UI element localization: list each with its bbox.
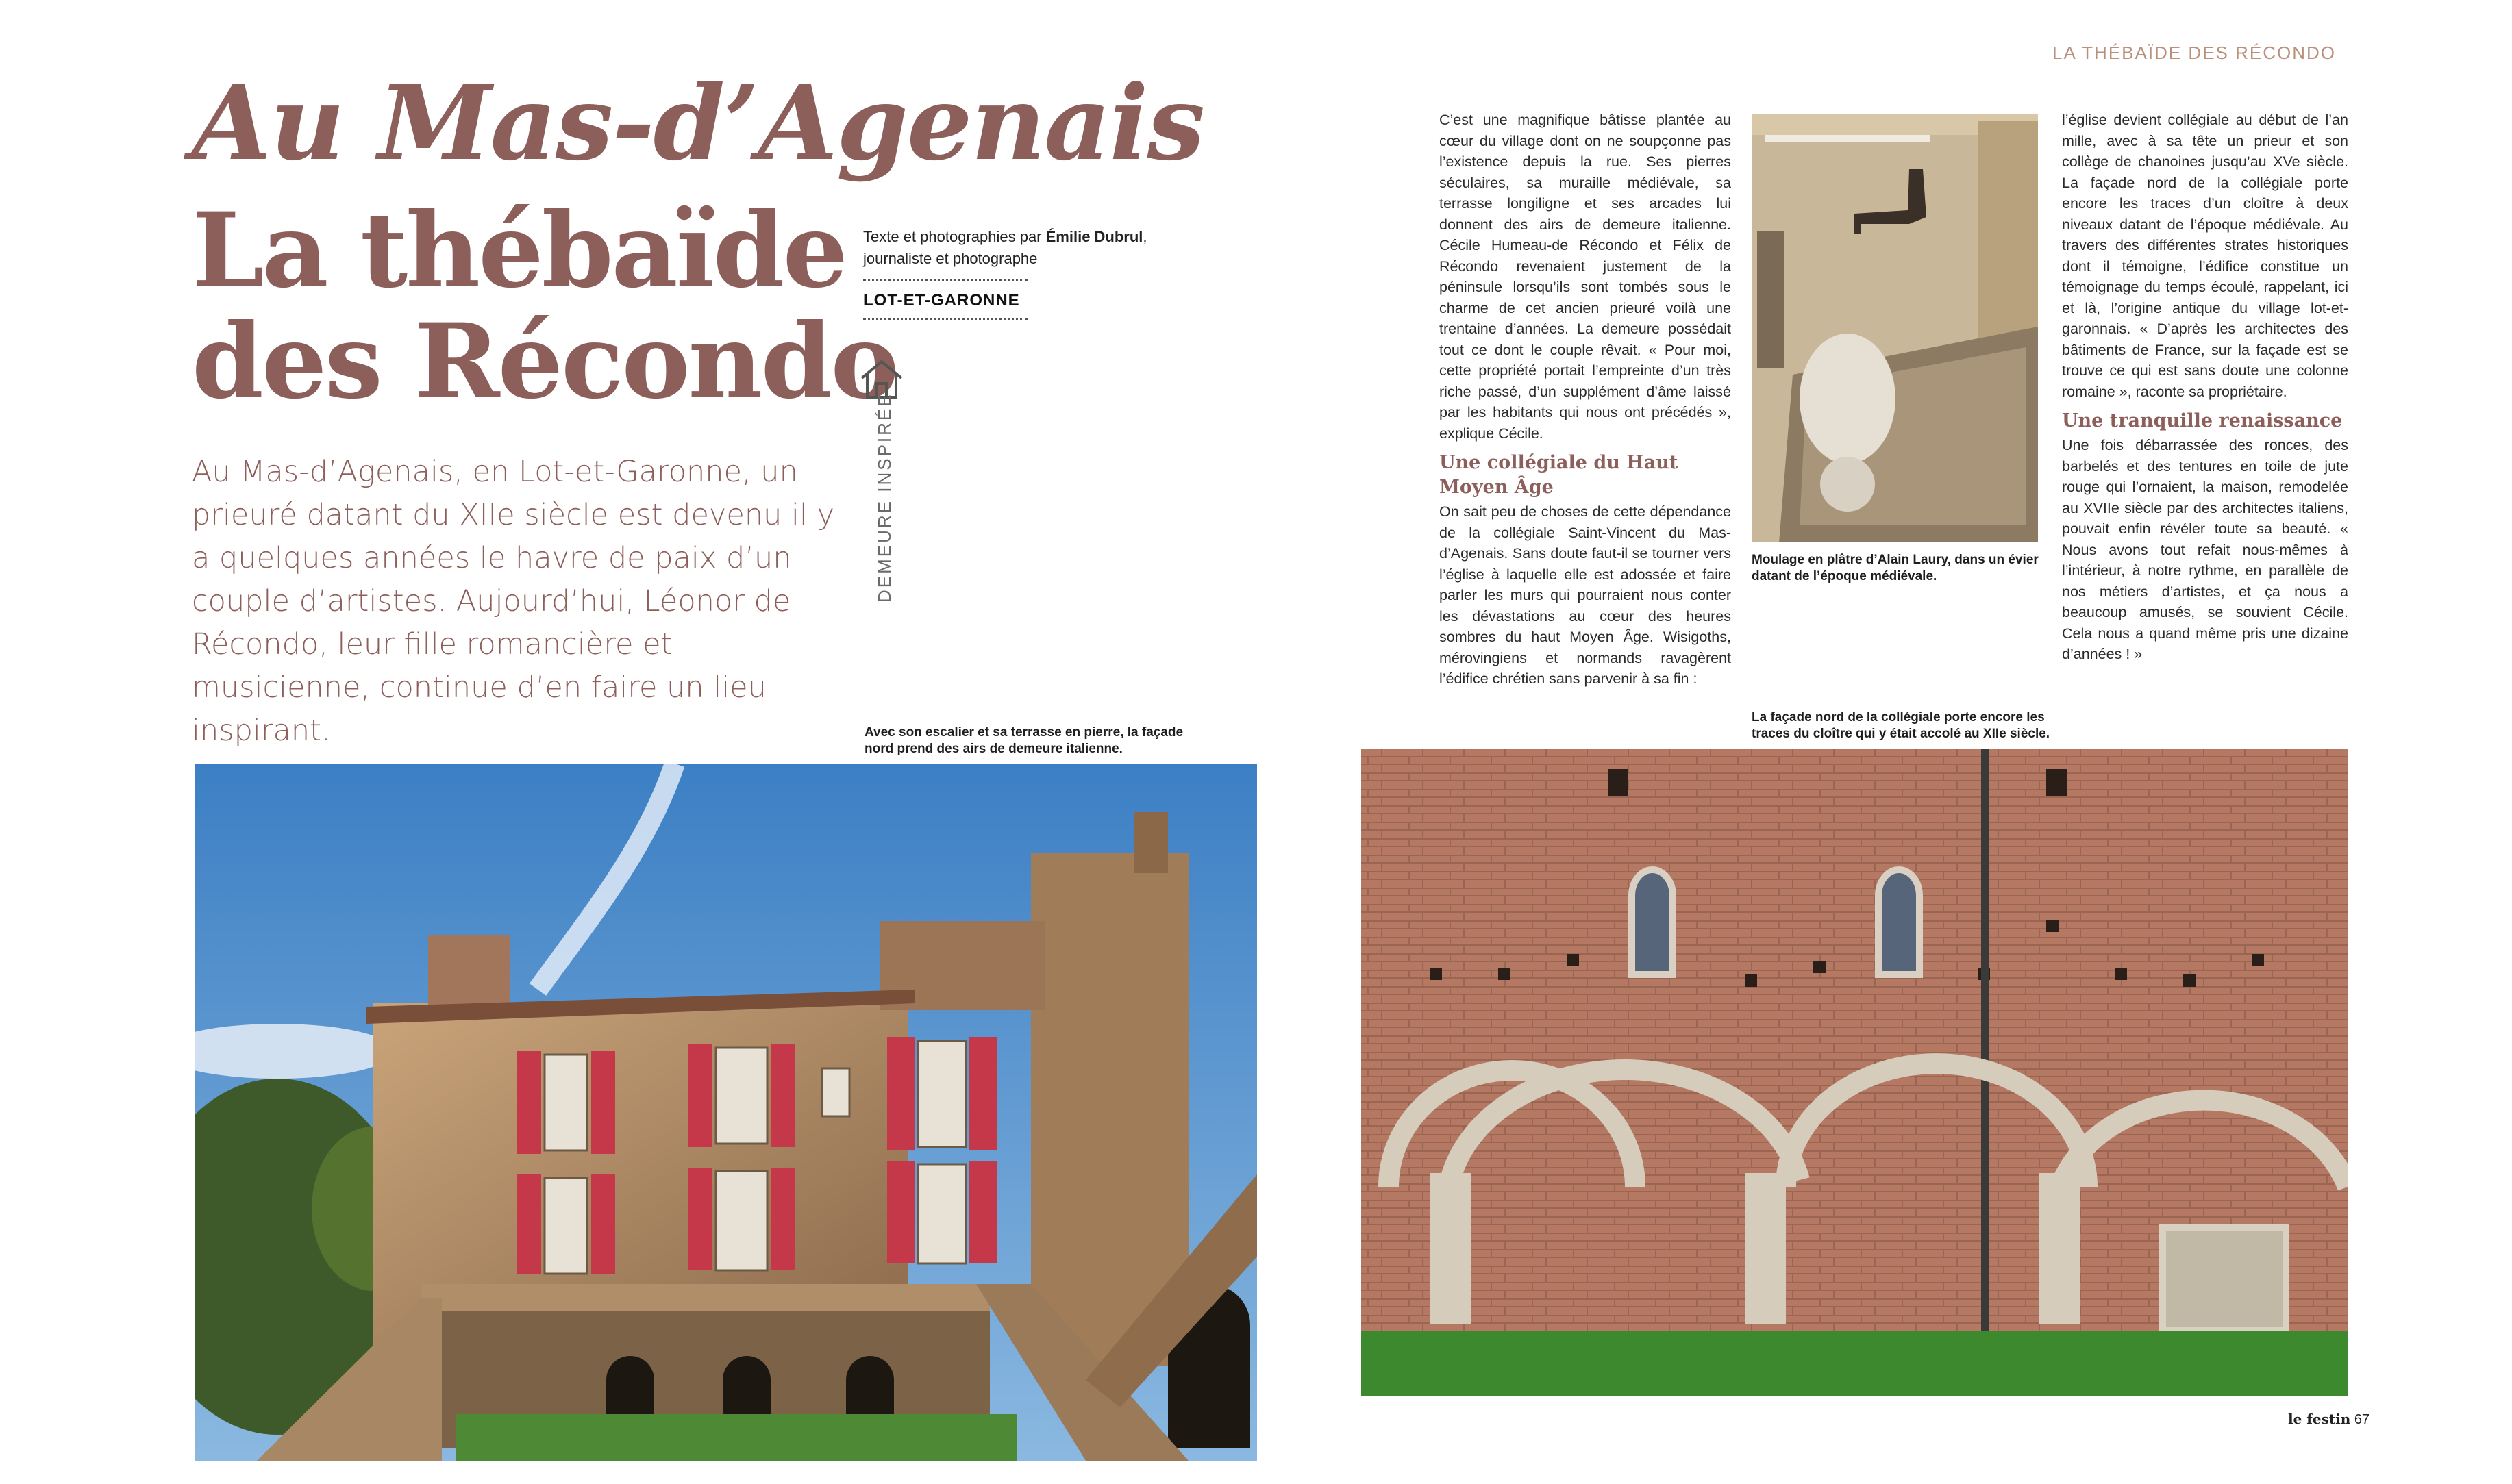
caption-cloister: La façade nord de la collégiale porte encore les traces du cloître qui y était accolé au XIIe siècle. bbox=[1752, 710, 2050, 741]
caption-sculpture: Moulage en plâtre d’Alain Laury, dans un évier datant de l’époque médiévale. bbox=[1752, 553, 2039, 583]
credit-line: Texte et photographies par Émilie Dubrul, bbox=[863, 228, 1147, 245]
rubric-label: DEMEURE INSPIRÉE bbox=[874, 392, 895, 603]
paragraph: l’église devient collégiale au début de l’an mille, avec à sa tête un prieur et son collège de chanoines jusqu’au XVe siècle. La façade nord de la collégiale porte encore les traces d’un cloître à deux niveaux datant de l’époque médiévale. Au travers des différentes strates historiques dont il témoigne, l’édifice constitue un témoignage du temps écoulé, rappelant, ici et là, l’origine antique du village lot-et-garonnais. « D’après les architectes des bâtiments de France, sur la façade est se trouve ce qui est sans doute une colonne romaine », raconte sa propriétaire. bbox=[2062, 112, 2348, 400]
author-role: journaliste et photographe bbox=[863, 250, 1038, 267]
region-label: LOT-ET-GARONNE bbox=[863, 291, 1020, 310]
page-number: 67 bbox=[2354, 1412, 2370, 1427]
divider bbox=[863, 318, 1028, 320]
divider bbox=[863, 279, 1028, 281]
page-footer bbox=[2288, 1411, 2370, 1428]
paragraph: Une fois débarrassée des ronces, des barbelés et des tentures en toile de jute rouge qui l’ornaient, la maison, remodelée au XVIIe siècle par des architectes italiens, pouvait enfin révéler toute sa beauté. « Nous avons tout refait nous-mêmes à l’intérieur, à notre rythme, en parallèle de nos métiers d’artistes, et ça nous a beaucoup amusés, se souvient Cécile. Cela nous a quand même pris une dizaine d’années ! » bbox=[2062, 437, 2348, 662]
text-column-1 bbox=[1439, 110, 1731, 690]
author-name: Émilie Dubrul bbox=[1045, 228, 1143, 245]
credit-block bbox=[863, 226, 1165, 320]
photo-cloister-wall bbox=[1361, 749, 2348, 1396]
page-title bbox=[192, 190, 897, 422]
lead-paragraph: Au Mas-d’Agenais, en Lot-et-Garonne, un prieuré datant du XIIe siècle est devenu il y a quelques années le havre de paix d’un couple d’artistes. Aujourd’hui, Léonor de Récondo, leur fille romancière et musicienne, continue d’en faire un lieu inspirant. bbox=[192, 455, 835, 748]
paragraph: C’est une magnifique bâtisse plantée au cœur du village dont on ne soupçonne pas l’existence depuis la rue. Ses pierres séculaires, sa muraille médiévale, sa terrasse longiligne et ses arcades lui donnent des airs de demeure italienne. Cécile Humeau-de Récondo et Félix de Récondo revenaient justement de la péninsule lorsqu’ils sont tombés sous le charme de cet ancien prieuré voilà une trentaine d’années. La demeure possédait tout ce dont le couple rêvait. « Pour moi, cette propriété portait l’empreinte d’un très riche passé, d’un supplément d’âme laissé par les habitants qui nous ont précédés », explique Cécile. bbox=[1439, 112, 1731, 442]
title-line-2: des Récondo bbox=[192, 301, 897, 422]
subheading: Une collégiale du Haut Moyen Âge bbox=[1439, 452, 1678, 498]
photo-sculpture-sink bbox=[1752, 114, 2038, 542]
caption-facade: Avec son escalier et sa terrasse en pierre, la façade nord prend des airs de demeure italienne. bbox=[865, 725, 1184, 756]
kicker-title: Au Mas-d’Agenais bbox=[192, 63, 1204, 184]
paragraph: On sait peu de choses de cette dépendance de la collégiale Saint-Vincent du Mas-d’Agenais. Sans doute faut-il se tourner vers l’église à laquelle elle est adossée et faire parler les murs qui pourraient nous conter les dévastations au cœur des heures sombres du haut Moyen Âge. Wisigoths, mérovingiens et normands ravagèrent l’édifice chrétien sans parvenir à sa fin : bbox=[1439, 503, 1731, 687]
subheading: Une tranquille renaissance bbox=[2062, 410, 2343, 431]
section-header: LA THÉBAÏDE DES RÉCONDO bbox=[2052, 42, 2336, 63]
magazine-name: le festin bbox=[2288, 1411, 2351, 1427]
title-line-1: La thébaïde bbox=[192, 190, 847, 311]
text-column-2 bbox=[2062, 110, 2348, 665]
photo-north-facade bbox=[195, 764, 1257, 1461]
